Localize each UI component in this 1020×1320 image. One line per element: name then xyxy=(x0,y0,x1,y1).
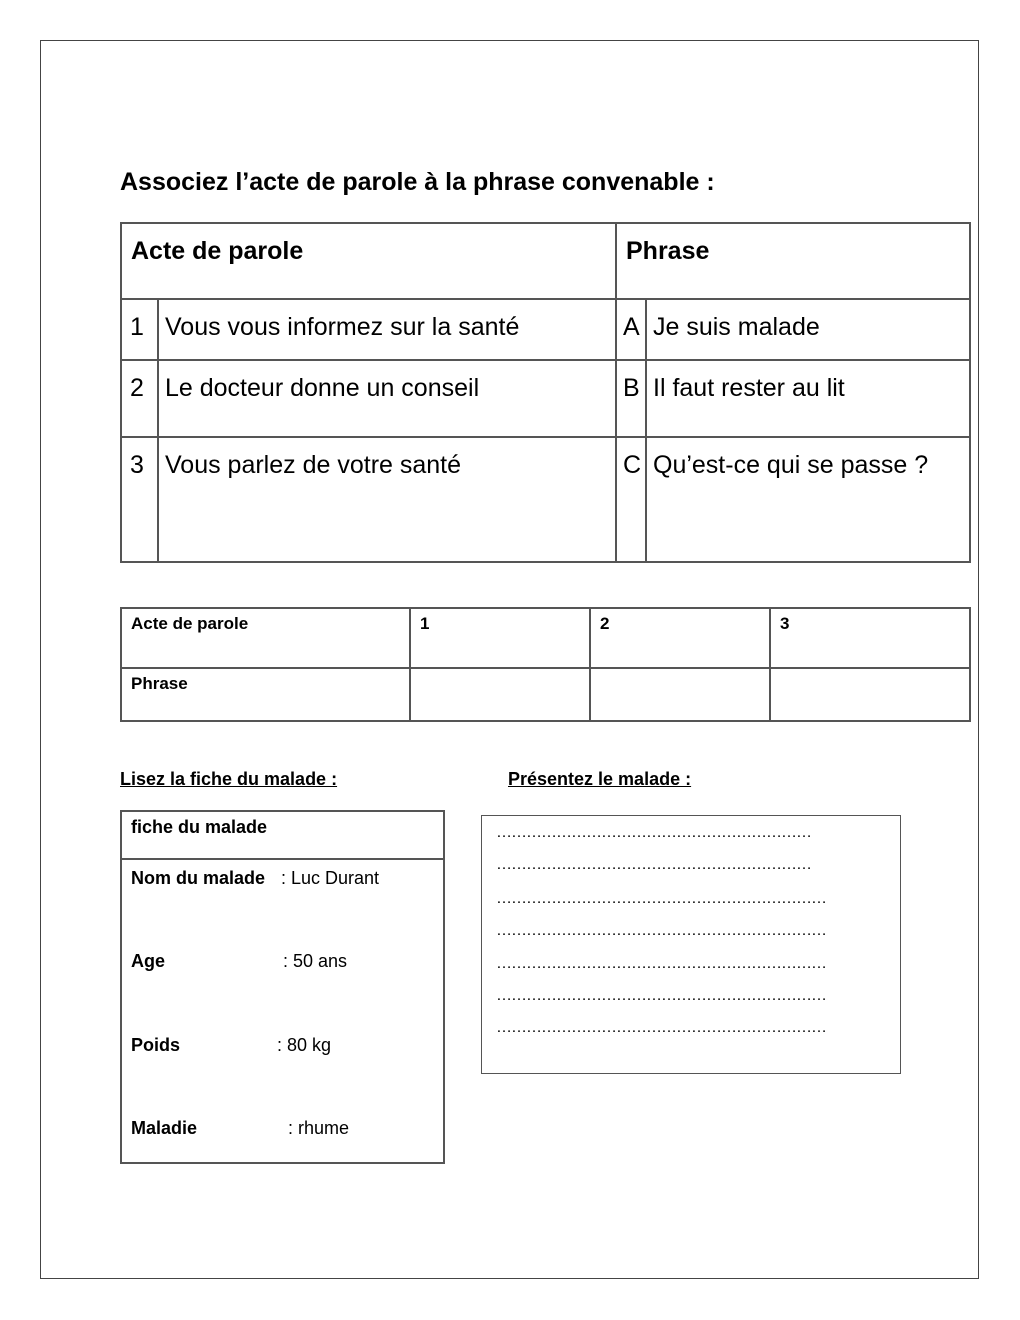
dotted-line: ………………………………………………………… xyxy=(496,922,826,939)
field-maladie xyxy=(131,1118,350,1139)
answer-cell: 3 xyxy=(770,608,970,668)
row-number: 1 xyxy=(121,299,158,360)
answer-table xyxy=(120,607,971,722)
section-heading-fiche: Lisez la fiche du malade : xyxy=(120,769,338,789)
phrase-cell: Qu’est-ce qui se passe ? xyxy=(646,437,970,562)
dotted-line: ………………………………………………………… xyxy=(496,890,826,907)
dotted-line: ……………………………………………………… xyxy=(496,824,811,841)
row-letter: A xyxy=(616,299,646,360)
answer-label: Phrase xyxy=(121,668,410,721)
field-age xyxy=(131,951,348,972)
field-label: Maladie xyxy=(131,1118,198,1138)
phrase-cell: Je suis malade xyxy=(646,299,970,360)
field-label: Poids xyxy=(131,1035,181,1055)
table-header-row xyxy=(121,223,970,299)
answer-label: Acte de parole xyxy=(121,608,410,668)
row-letter: B xyxy=(616,360,646,437)
table-row xyxy=(121,299,970,360)
dotted-line: ………………………………………………………… xyxy=(496,987,826,1004)
field-poids xyxy=(131,1035,332,1056)
patient-card xyxy=(120,810,445,1164)
answer-cell: 1 xyxy=(410,608,590,668)
acte-cell: Le docteur donne un conseil xyxy=(158,360,616,437)
table-row xyxy=(121,360,970,437)
answer-row-acte xyxy=(121,608,970,668)
row-number: 2 xyxy=(121,360,158,437)
dotted-line: ……………………………………………………… xyxy=(496,856,811,873)
dotted-line: ………………………………………………………… xyxy=(496,955,826,972)
exercise-title: Associez l’acte de parole à la phrase convenable : xyxy=(120,168,715,196)
answer-row-phrase xyxy=(121,668,970,721)
acte-cell: Vous vous informez sur la santé xyxy=(158,299,616,360)
header-phrase: Phrase xyxy=(616,223,970,299)
field-value: : 80 kg xyxy=(277,1035,332,1055)
answer-cell: 2 xyxy=(590,608,770,668)
section-heading-presentez: Présentez le malade : xyxy=(508,769,692,789)
field-value: : 50 ans xyxy=(283,951,348,971)
table-row xyxy=(121,437,970,562)
row-letter: C xyxy=(616,437,646,562)
field-nom xyxy=(131,868,380,889)
header-acte: Acte de parole xyxy=(121,223,616,299)
field-label: Age xyxy=(131,951,166,971)
dotted-line: ………………………………………………………… xyxy=(496,1019,826,1036)
row-number: 3 xyxy=(121,437,158,562)
patient-card-title: fiche du malade xyxy=(122,812,443,860)
phrase-cell: Il faut rester au lit xyxy=(646,360,970,437)
answer-input-3[interactable] xyxy=(770,668,970,721)
field-value: : Luc Durant xyxy=(281,868,380,888)
field-value: : rhume xyxy=(288,1118,350,1138)
matching-table xyxy=(120,222,971,563)
answer-input-2[interactable] xyxy=(590,668,770,721)
acte-cell: Vous parlez de votre santé xyxy=(158,437,616,562)
presentation-answer-box[interactable] xyxy=(481,815,901,1074)
field-label: Nom du malade xyxy=(131,868,266,888)
answer-input-1[interactable] xyxy=(410,668,590,721)
